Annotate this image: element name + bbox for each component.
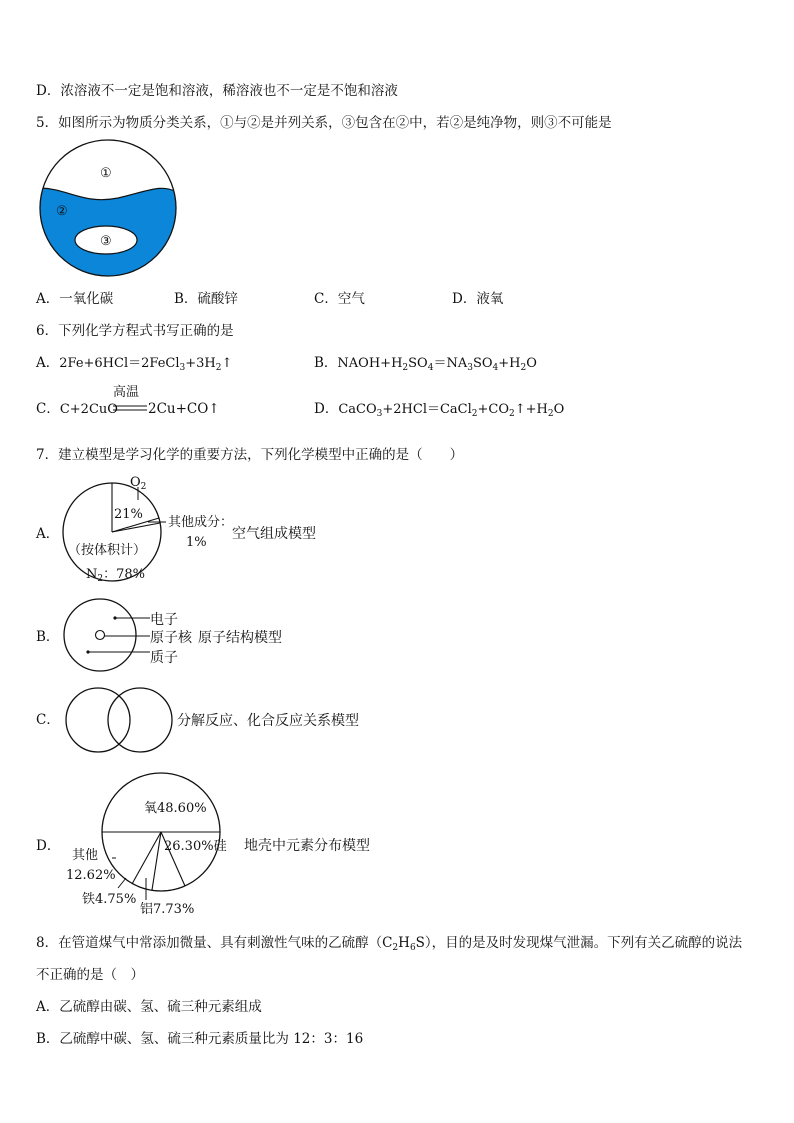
oxygen-label: 氧48.60%: [144, 801, 207, 816]
q5-option-a: A．一氧化碳: [36, 291, 114, 307]
q8-option-a: A．乙硫醇由碳、氢、硫三种元素组成: [36, 999, 262, 1015]
q6-option-c-rhs: 2Cu+CO↑: [148, 401, 220, 417]
venn-model-title: 分解反应、化合反应关系模型: [177, 713, 359, 729]
nucleus-label: 原子核: [150, 630, 192, 646]
q8-stem-part-1: 2: [392, 943, 399, 953]
q6-stem: 6．下列化学方程式书写正确的是: [36, 323, 234, 339]
q6-option-d: D．$CaCO_3+2HCl=CaCl_2+CO_2↑+H_2O$: [314, 401, 565, 419]
silicon-label: 26.30%硅: [164, 839, 227, 854]
q8-stem-line1: [36, 934, 742, 957]
q5-classification-diagram: [38, 143, 178, 273]
by-volume-label: （按体积计）: [68, 543, 147, 558]
q8-stem-part-2: H: [398, 935, 410, 951]
q6-option-c-condition: 高温: [113, 385, 140, 400]
q8-option-b: B．乙硫醇中碳、氢、硫三种元素质量比为 12：3：16: [36, 1031, 364, 1047]
nucleus-circle: [96, 631, 105, 640]
q7-d-crust-model: [60, 770, 390, 920]
q7-a-air-model: [60, 470, 390, 590]
label-1: ①: [100, 166, 112, 181]
other-label: 其他: [72, 848, 99, 863]
other-label: 其他成分：: [168, 515, 234, 530]
n2-label: $N_2$：78%: [86, 567, 146, 584]
proton-label: 质子: [150, 650, 178, 666]
label-3: ③: [100, 234, 112, 249]
atom-model-title: 原子结构模型: [198, 630, 282, 646]
q4-option-d: D．浓溶液不一定是饱和溶液，稀溶液也不一定是不饱和溶液: [36, 83, 398, 99]
q7-stem: 7．建立模型是学习化学的重要方法，下列化学模型中正确的是（ ）: [36, 447, 464, 463]
iron-leader: [118, 878, 126, 888]
q8-stem-part-3: 6: [409, 943, 416, 953]
q8-stem-line2: 不正确的是（ ）: [36, 967, 144, 983]
q8-stem-part-0: 8．在管道煤气中常添加微量、具有刺激性气味的乙硫醇（C: [36, 935, 393, 951]
label-2: ②: [56, 204, 68, 219]
combination-circle: [108, 688, 172, 752]
q6-option-c-equals: [113, 404, 149, 414]
iron-label: 铁4.75%: [82, 892, 137, 907]
q7-a-letter: A．: [36, 526, 60, 542]
q6-option-b: B．$NAOH+H_2SO_4=NA_3SO_4+H_2O$: [314, 355, 537, 373]
q5-option-d: D．液氧: [452, 291, 504, 307]
q7-d-letter: D．: [36, 838, 61, 854]
q7-c-venn-model: [60, 685, 380, 755]
other-percent: 1%: [186, 535, 207, 550]
q6-option-c-prefix: C．C+2CuO: [36, 401, 118, 417]
air-model-title: 空气组成模型: [232, 526, 316, 542]
o2-label: $O_2$: [130, 475, 147, 492]
q5-stem: 5．如图所示为物质分类关系，①与②是并列关系，③包含在②中，若②是纯净物，则③不可能是: [36, 115, 612, 131]
aluminum-label: 铝7.73%: [140, 902, 195, 917]
q7-b-atom-model: [60, 600, 320, 675]
q5-option-b: B．硫酸锌: [174, 291, 238, 307]
q5-option-c: C．空气: [314, 291, 365, 307]
electron-label: 电子: [150, 612, 178, 628]
q8-stem-part-4: S），目的是及时发现煤气泄漏。下列有关乙硫醇的说法: [415, 935, 743, 951]
o2-percent: 21%: [114, 507, 143, 522]
q7-c-letter: C．: [36, 712, 60, 728]
crust-model-title: 地壳中元素分布模型: [244, 838, 370, 854]
q7-b-letter: B．: [36, 629, 60, 645]
decomposition-circle: [66, 688, 130, 752]
other-percent: 12.62%: [66, 868, 116, 883]
q6-option-a: A．$2Fe+6HCl=2FeCl_3+3H_2↑$: [36, 355, 233, 373]
